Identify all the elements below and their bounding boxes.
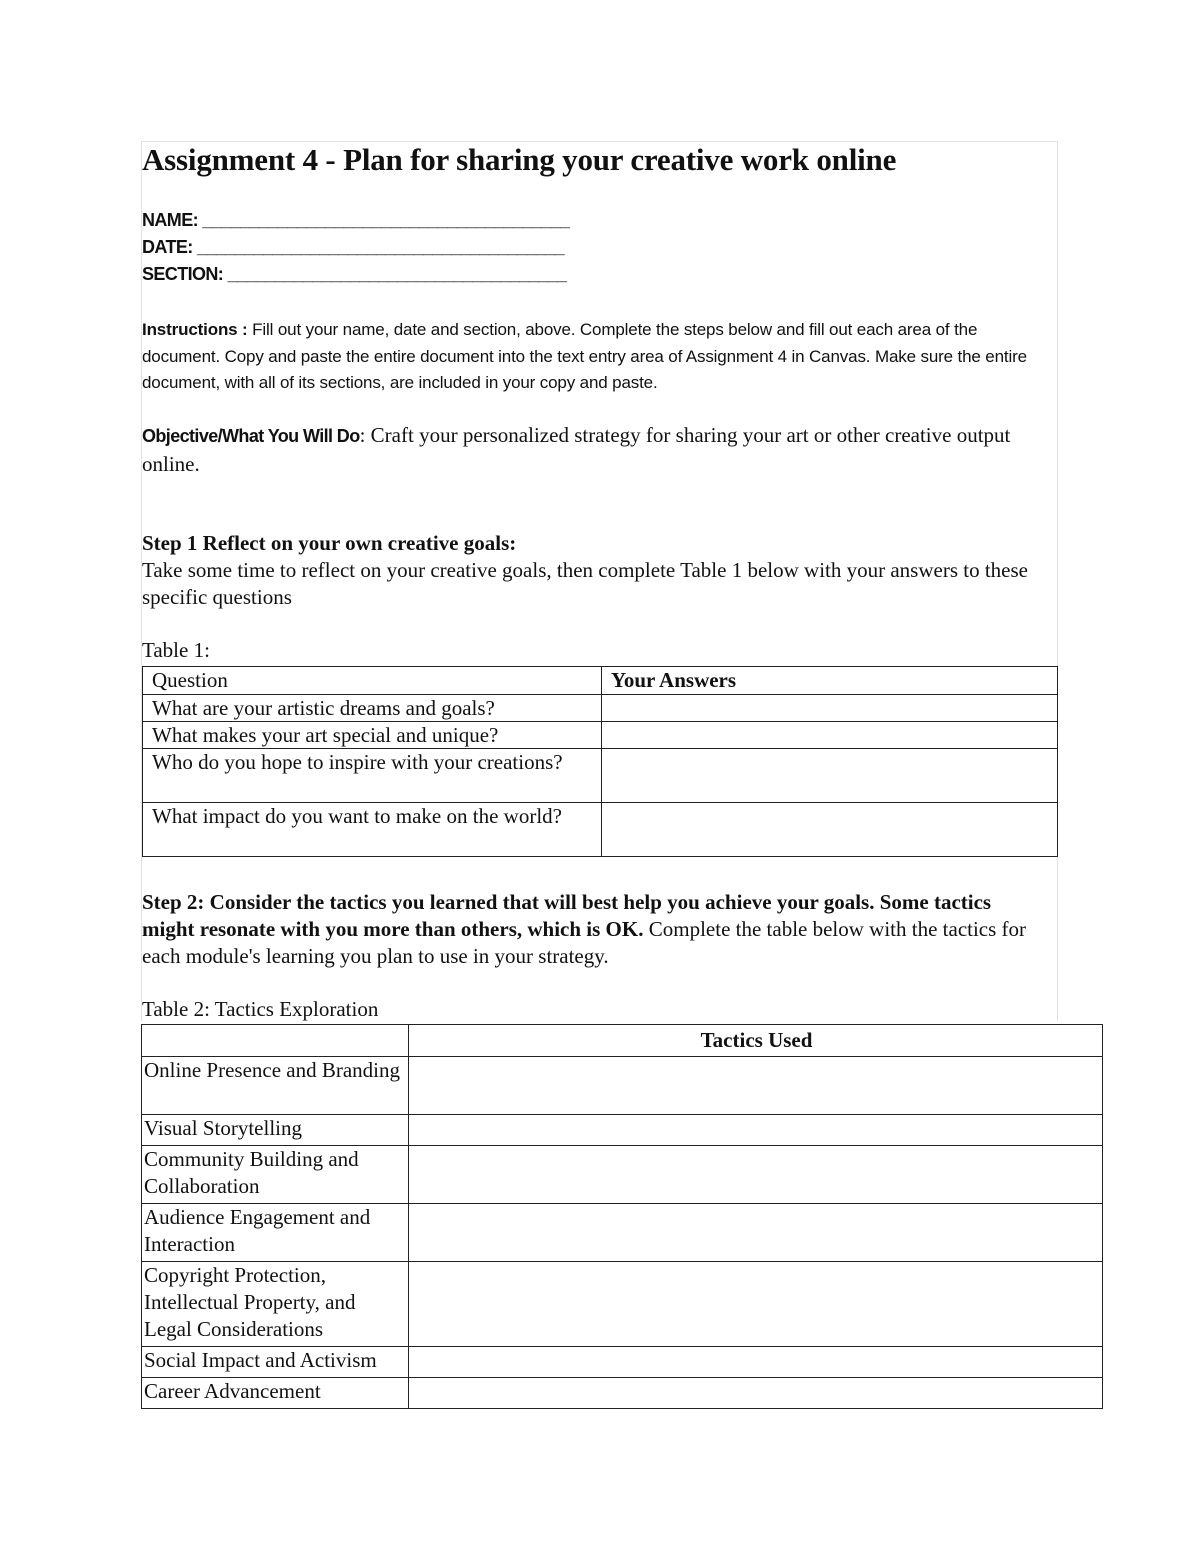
table-1-answer-cell[interactable]: [602, 722, 1058, 749]
table-row: [142, 1262, 1103, 1347]
table-2-tactics-cell[interactable]: [409, 1057, 1103, 1115]
date-field: DATE: _______________________________________: [142, 237, 565, 257]
table-2-header-empty: [142, 1025, 409, 1057]
table-row: [142, 1204, 1103, 1262]
instructions-label: Instructions :: [142, 320, 248, 339]
step-2-heading: Step 2: Consider the tactics you learned that will best help you achieve your goals. Some tactics might resonate with you more than others, which is OK.: [142, 890, 992, 941]
table-2-module: Social Impact and Activism: [142, 1347, 409, 1378]
table-1-answer-cell[interactable]: [602, 749, 1058, 803]
step-1-text: Take some time to reflect on your creative goals, then complete Table 1 below with your answers to these specific questions: [142, 558, 1028, 609]
table-2-tactics-cell[interactable]: [409, 1115, 1103, 1146]
table-1-header-answers: Your Answers: [602, 667, 1058, 695]
table-1-header-question: Question: [143, 667, 602, 695]
table-row: [142, 1115, 1103, 1146]
table-row: [143, 722, 1058, 749]
section-field: SECTION: ____________________________________: [142, 264, 567, 284]
page-title: Assignment 4 - Plan for sharing your creative work online: [142, 142, 897, 177]
table-1-question: What impact do you want to make on the world?: [143, 803, 602, 857]
table-row: [142, 1347, 1103, 1378]
table-1: [142, 666, 1058, 857]
table-1-answer-cell[interactable]: [602, 803, 1058, 857]
step-1: [142, 530, 1042, 611]
step-2: [142, 889, 1042, 970]
table-2-module: Audience Engagement and Interaction: [142, 1204, 409, 1262]
table-1-answer-cell[interactable]: [602, 695, 1058, 722]
objective-label: Objective/What You Will Do: [142, 426, 360, 446]
objective: [142, 421, 1047, 478]
table-1-caption: Table 1:: [142, 638, 210, 662]
objective-text: : Craft your personalized strategy for sharing your art or other creative output online.: [142, 423, 1011, 476]
table-2-tactics-cell[interactable]: [409, 1262, 1103, 1347]
table-2-module: Visual Storytelling: [142, 1115, 409, 1146]
table-1-header-row: [143, 667, 1058, 695]
table-2-tactics-cell[interactable]: [409, 1146, 1103, 1204]
step-1-heading: Step 1 Reflect on your own creative goals:: [142, 531, 517, 555]
table-2-tactics-cell[interactable]: [409, 1347, 1103, 1378]
table-2-module: Career Advancement: [142, 1378, 409, 1409]
table-2-module: Community Building and Collaboration: [142, 1146, 409, 1204]
table-2-caption: Table 2: Tactics Exploration: [142, 997, 379, 1021]
table-2-module: Online Presence and Branding: [142, 1057, 409, 1115]
table-row: [143, 695, 1058, 722]
table-1-question: What are your artistic dreams and goals?: [143, 695, 602, 722]
table-2: [141, 1024, 1103, 1409]
name-field: NAME: _______________________________________: [142, 210, 570, 230]
table-1-question: Who do you hope to inspire with your creations?: [143, 749, 602, 803]
table-row: [143, 749, 1058, 803]
table-2-tactics-cell[interactable]: [409, 1204, 1103, 1262]
table-2-header-tactics: Tactics Used: [409, 1025, 1103, 1057]
table-row: [142, 1057, 1103, 1115]
table-2-module: Copyright Protection, Intellectual Property, and Legal Considerations: [142, 1262, 409, 1347]
table-row: [142, 1146, 1103, 1204]
instructions: [142, 317, 1047, 397]
table-2-tactics-cell[interactable]: [409, 1378, 1103, 1409]
table-1-question: What makes your art special and unique?: [143, 722, 602, 749]
table-row: [142, 1378, 1103, 1409]
table-2-header-row: [142, 1025, 1103, 1057]
step-2-text: Complete the table below with the tactics for each module's learning you plan to use in your strategy.: [142, 917, 1027, 968]
table-row: [143, 803, 1058, 857]
instructions-text: Fill out your name, date and section, above. Complete the steps below and fill out each area of the document. Copy and paste the entire document into the text entry area of Assignment 4 in Canvas. Make sure the entire document, with all of its sections, are included in your copy and paste.: [142, 320, 1027, 392]
